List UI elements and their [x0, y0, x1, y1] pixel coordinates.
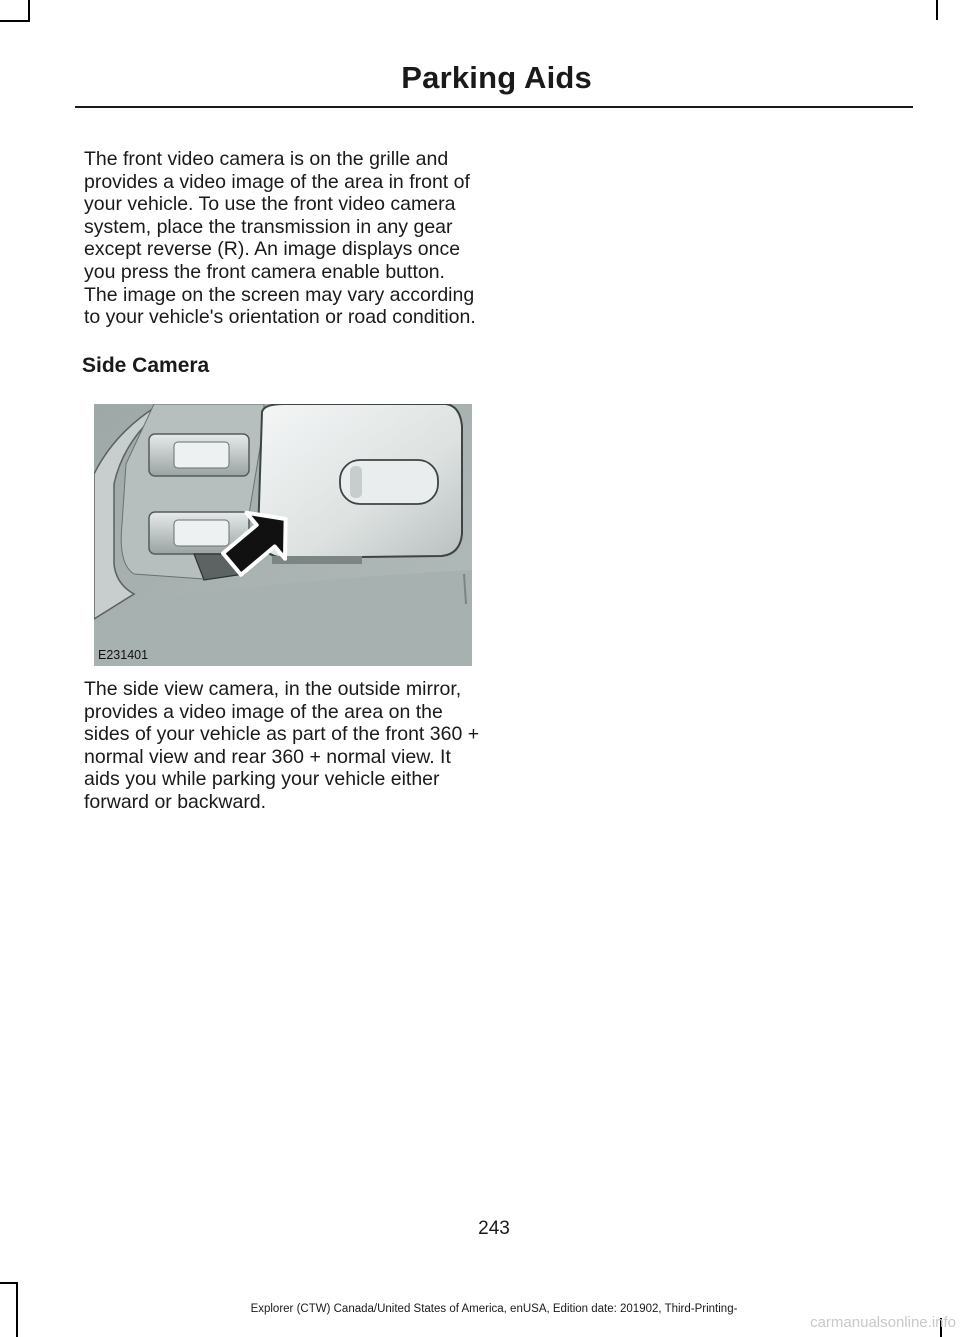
side-mirror-illustration [94, 404, 472, 666]
page-number: 243 [478, 1218, 510, 1239]
watermark: carmanualsonline.info [810, 1314, 956, 1331]
section-heading-side-camera: Side Camera [82, 354, 210, 377]
front-camera-paragraph: The front video camera is on the grille and provides a video image of the area in front of your vehicle. To use the front video camera system, place the transmission in any gear except reverse (R). An image displays once you press the front camera enable button. The image on the screen may vary according to your vehicle's orientation or road condition. [84, 148, 476, 329]
footer-edition-text: Explorer (CTW) Canada/United States of America, enUSA, Edition date: 201902, Third-Printing- [250, 1303, 738, 1315]
crop-mark-top-right [936, 0, 938, 20]
side-camera-figure [94, 404, 472, 666]
page-header-title: Parking Aids [401, 60, 592, 95]
crop-mark-top-left-v [28, 0, 30, 20]
side-camera-paragraph: The side view camera, in the outside mirror, provides a video image of the area on the sides of your vehicle as part of the front 360 + normal view and rear 360 + normal view. It aids you while parking your vehicle either forward or backward. [84, 678, 480, 813]
crop-mark-top-left-h [0, 20, 30, 22]
header-divider [75, 106, 913, 108]
figure-code: E231401 [98, 648, 149, 662]
crop-mark-bottom-left-h [0, 1282, 18, 1284]
